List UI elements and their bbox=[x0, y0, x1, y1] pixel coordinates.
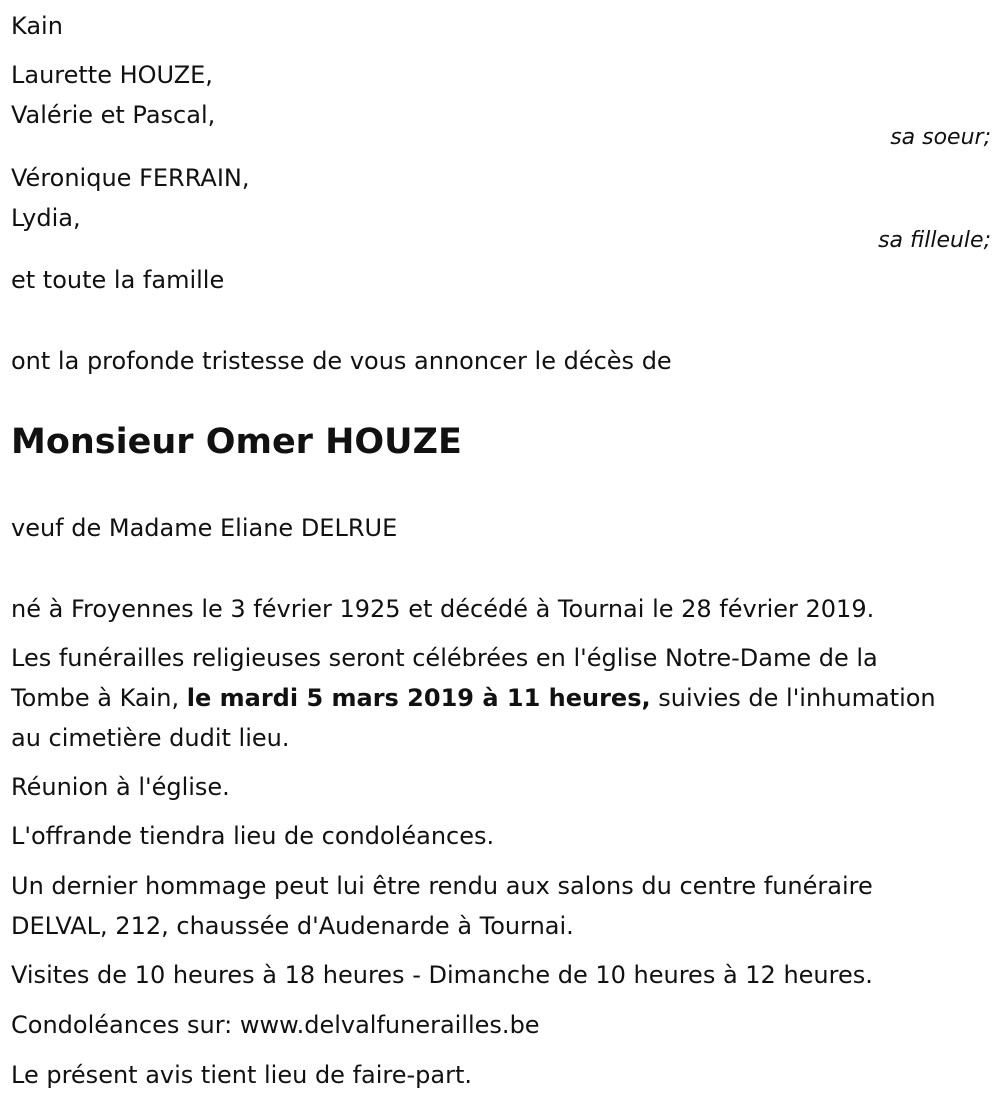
family-member: Lydia, bbox=[11, 204, 81, 232]
condolences-line: Condoléances sur: www.delvalfunerailles.be bbox=[11, 1011, 540, 1039]
homage-line: DELVAL, 212, chaussée d'Audenarde à Tournai. bbox=[11, 912, 574, 940]
offering-line: L'offrande tiendra lieu de condoléances. bbox=[11, 822, 495, 850]
family-others: et toute la famille bbox=[11, 266, 225, 294]
announcement: ont la profonde tristesse de vous annoncer le décès de bbox=[11, 347, 672, 375]
funeral-place: Tombe à Kain, bbox=[11, 684, 187, 712]
birth-death-line: né à Froyennes le 3 février 1925 et décédé à Tournai le 28 février 2019. bbox=[11, 595, 875, 623]
notice-line: Le présent avis tient lieu de faire-part. bbox=[11, 1061, 473, 1089]
visits-line: Visites de 10 heures à 18 heures - Dimanche de 10 heures à 12 heures. bbox=[11, 961, 873, 989]
family-member: Véronique FERRAIN, bbox=[11, 164, 250, 192]
funeral-paragraph bbox=[11, 638, 991, 758]
family-member: Laurette HOUZE, bbox=[11, 61, 213, 89]
funeral-line: Les funérailles religieuses seront célébrées en l'église Notre-Dame de la bbox=[11, 644, 878, 672]
city: Kain bbox=[11, 12, 63, 40]
homage-paragraph bbox=[11, 866, 991, 946]
spouse-line: veuf de Madame Eliane DELRUE bbox=[11, 514, 398, 542]
homage-line: Un dernier hommage peut lui être rendu aux salons du centre funéraire bbox=[11, 872, 873, 900]
relation-goddaughter: sa filleule; bbox=[878, 228, 991, 253]
funeral-line bbox=[11, 678, 991, 718]
funeral-burial: suivies de l'inhumation bbox=[650, 684, 936, 712]
family-member: Valérie et Pascal, bbox=[11, 101, 216, 129]
funeral-date: le mardi 5 mars 2019 à 11 heures, bbox=[186, 684, 651, 712]
reunion-line: Réunion à l'église. bbox=[11, 773, 230, 801]
deceased-name: Monsieur Omer HOUZE bbox=[11, 422, 462, 462]
funeral-line: au cimetière dudit lieu. bbox=[11, 724, 290, 752]
relation-sister: sa soeur; bbox=[890, 125, 991, 150]
